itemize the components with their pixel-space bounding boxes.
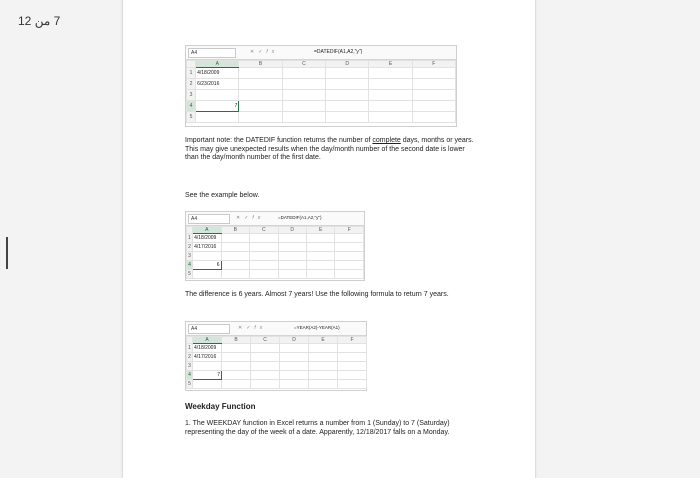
spreadsheet-screenshot-1 <box>185 45 457 127</box>
formula-bar-icons <box>238 324 266 333</box>
row-header: 2 <box>188 244 191 250</box>
formula-text: =DATEDIF(A1,A2,"y") <box>278 215 322 220</box>
column-header: B <box>222 337 251 344</box>
formula-text: =DATEDIF(A1,A2,"y") <box>314 49 363 55</box>
column-header: D <box>278 227 306 234</box>
column-header: B <box>239 61 282 68</box>
enter-icon: ✓ <box>244 215 253 221</box>
note-text-after: days, months or years. This may give unexpected results when the day/month number of the second date is lower than the day/month number of the first date. <box>185 137 474 161</box>
formula-bar-icons <box>250 48 278 57</box>
row-header: 3 <box>188 253 191 259</box>
document-page <box>122 0 536 478</box>
weekday-text: 1. The WEEKDAY function in Excel returns a number from 1 (Sunday) to 7 (Saturday) representing the day of the week of a date. Apparently, 12/18/2017 falls on a Monday. <box>185 420 450 436</box>
name-box: A4 <box>188 214 230 224</box>
note-underlined-word: complete <box>372 137 401 144</box>
column-header: F <box>338 337 367 344</box>
row-header: 5 <box>188 381 191 387</box>
row-header: 4 <box>188 262 191 268</box>
column-header: B <box>221 227 249 234</box>
column-header: F <box>335 227 364 234</box>
column-header: A <box>193 227 221 234</box>
column-header: E <box>306 227 334 234</box>
column-header: C <box>282 61 325 68</box>
important-note <box>185 137 475 163</box>
spreadsheet-screenshot-3 <box>185 321 367 391</box>
column-header: F <box>412 61 455 68</box>
row-header: 3 <box>188 363 191 369</box>
formula-bar-icons <box>236 214 264 223</box>
cell-a4-active: 7 <box>193 371 222 380</box>
function-icon: fx <box>266 49 279 55</box>
text-cursor <box>6 237 8 269</box>
row-header: 1 <box>188 345 191 351</box>
cell-a4-active: 6 <box>193 261 221 270</box>
column-header: A <box>193 337 222 344</box>
row-header: 3 <box>187 90 196 101</box>
formula-bar <box>186 46 456 60</box>
row-header: 5 <box>188 271 191 277</box>
see-example-text: See the example below. <box>185 192 260 199</box>
function-icon: fx <box>254 325 267 331</box>
formula-bar <box>186 322 366 336</box>
cancel-icon: ✕ <box>236 215 245 221</box>
column-header: D <box>280 337 309 344</box>
cell-grid <box>186 336 367 389</box>
cell-a1: 4/18/2009 <box>193 234 221 243</box>
note-text-before: Important note: the DATEDIF function returns the number of <box>185 137 373 144</box>
row-header: 1 <box>187 68 196 79</box>
formula-text: =YEAR(A2)-YEAR(A1) <box>294 325 340 330</box>
row-header: 2 <box>187 79 196 90</box>
row-header: 1 <box>188 235 191 241</box>
column-header: C <box>250 227 278 234</box>
column-header: D <box>326 61 369 68</box>
column-header: E <box>369 61 412 68</box>
spreadsheet-screenshot-2 <box>185 211 365 281</box>
column-header: C <box>251 337 280 344</box>
row-header: 4 <box>187 101 196 112</box>
page-indicator: 7 من 12 <box>18 14 61 28</box>
cell-grid <box>186 60 456 123</box>
column-header: E <box>309 337 338 344</box>
row-header: 2 <box>188 354 191 360</box>
difference-text: The difference is 6 years. Almost 7 years! Use the following formula to return 7 years. <box>185 291 449 298</box>
formula-bar <box>186 212 364 226</box>
weekday-heading: Weekday Function <box>185 402 256 411</box>
name-box: A4 <box>188 324 230 334</box>
cell-a2: 4/17/2016 <box>193 243 221 252</box>
row-header: 4 <box>188 372 191 378</box>
cell-a1: 4/18/2009 <box>193 344 222 353</box>
column-header: A <box>196 61 239 68</box>
cancel-icon: ✕ <box>238 325 247 331</box>
cell-a1: 4/18/2009 <box>196 68 239 79</box>
cancel-icon: ✕ <box>250 49 259 55</box>
cell-a2: 6/23/2016 <box>196 79 239 90</box>
cell-a2: 4/17/2016 <box>193 353 222 362</box>
function-icon: fx <box>252 215 265 221</box>
cell-grid <box>186 226 364 279</box>
name-box: A4 <box>188 48 236 58</box>
enter-icon: ✓ <box>258 49 267 55</box>
cell-a4-active: 7 <box>196 101 239 112</box>
enter-icon: ✓ <box>246 325 255 331</box>
row-header: 5 <box>187 112 196 123</box>
